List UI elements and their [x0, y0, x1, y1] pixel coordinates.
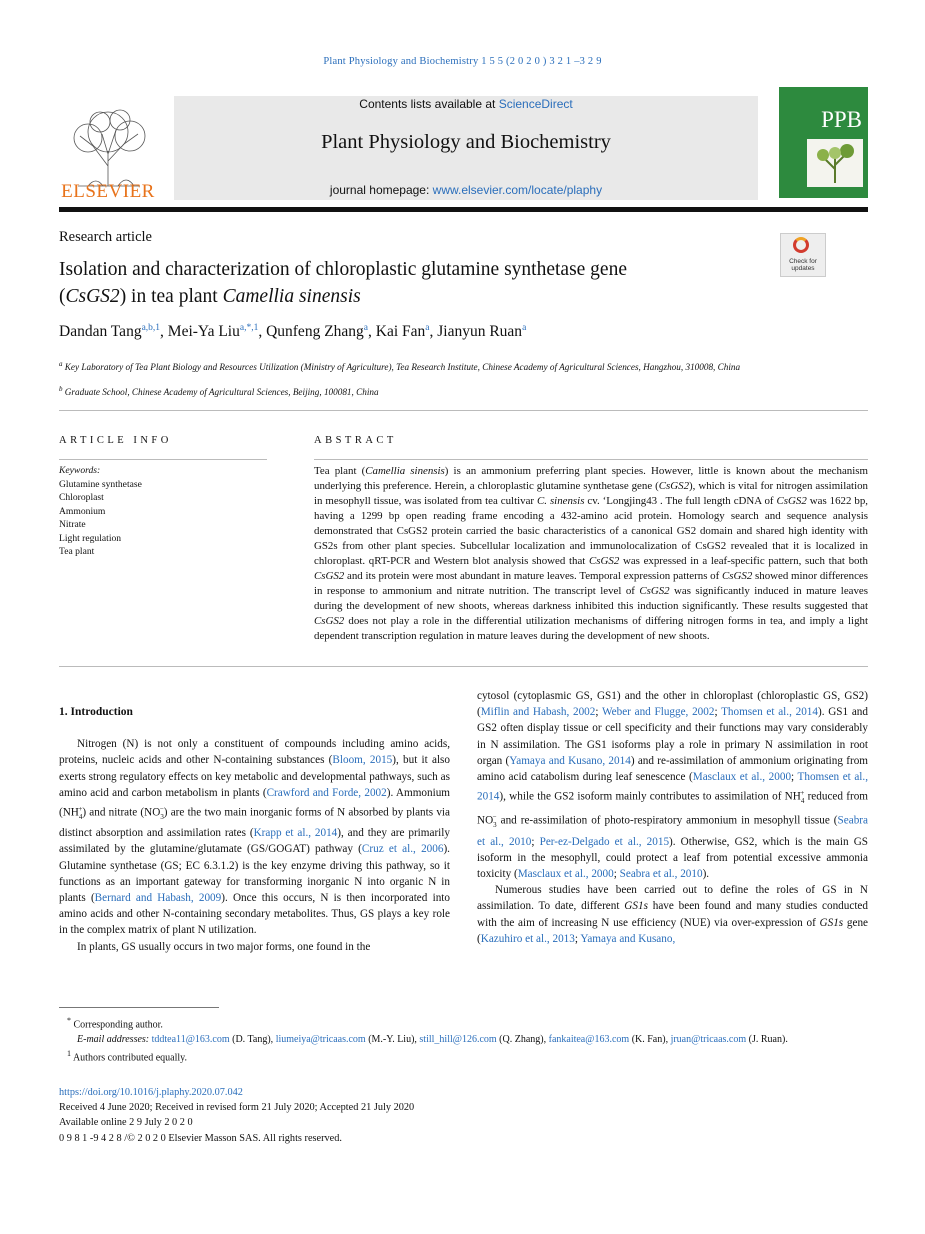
affiliation-b-text: Graduate School, Chinese Academy of Agricultural Sciences, Beijing, 100081, China	[64, 387, 379, 398]
email-link[interactable]: liumeiya@tricaas.com	[275, 1033, 366, 1045]
homepage-link[interactable]: www.elsevier.com/locate/plaphy	[432, 183, 603, 197]
author-affil-link[interactable]: a,*,1	[239, 322, 259, 333]
author-separator: ,	[368, 323, 376, 340]
email-addresses: E-mail addresses: tddtea11@163.com (D. Tang), liumeiya@tricaas.com (M.-Y. Liu), still_hill@126.com (Q. Zhang), fankaitea@163.com (K. Fan), jruan@tricaas.com (J. Ruan).	[77, 1033, 788, 1045]
keywords-label: Keywords:	[59, 465, 101, 476]
citation-link[interactable]: Kazuhiro et al., 2013	[480, 932, 575, 945]
body-right-column	[477, 688, 868, 947]
author-separator: ,	[160, 323, 168, 340]
citation-link[interactable]: Thomsen et al., 2014	[477, 771, 868, 803]
crossmark-text	[781, 258, 825, 272]
citation-link[interactable]: Seabra et al., 2010	[477, 815, 868, 848]
citation-link[interactable]: Masclaux et al., 2000	[692, 771, 792, 784]
title-part1: Isolation and characterization of chloroplastic glutamine synthetase gene	[59, 259, 627, 280]
intro-paragraph-3: Numerous studies have been carried out to define the roles of GS in N assimilation. To date, different GS1s have been found and many studies conducted with the aim of increasing N use efficiency (NUE) via over-expression of GS1s gene (Kazuhiro et al., 2013; Yamaya and Kusano,	[477, 884, 869, 945]
body-left-column	[59, 704, 450, 955]
keyword-item: Tea plant	[59, 546, 95, 558]
citation-link[interactable]: Thomsen et al., 2014	[721, 706, 818, 719]
equal-contribution-note: $^1$ Authors contributed equally.	[67, 1049, 188, 1064]
email-link[interactable]: still_hill@126.com	[419, 1033, 497, 1045]
intro-paragraph-1: Nitrogen (N) is not only a constituent of compounds including amino acids, proteins, nucleic acids and other N-containing substances (Bloom, 2015), but it also exerts strong regulatory effects on key metabolic and developmental pathways, such as amino acid and carbon metabolism in plants (Crawford and Forde, 2002). Ammonium $(NH_4^+)$ and nitrate $(NO_3^-)$ are the two main inorganic forms of N absorbed by plants via distinct absorption and assimilation rates (Krapp et al., 2014), and they are primarily assimilated by the glutamine/glutamate (GS/GOGAT) pathway (Cruz et al., 2006). Glutamine synthetase (GS; EC 6.3.1.2) is the key enzyme driving this pathway, so it functions as an important gateway for transforming inorganic N into organic N in plants (Bernard and Habash, 2009). Once this occurs, N is then incorporated into amino acids and other N-containing secondary metabolites. Thus, GS plays a key role in the complex matrix of plant N utilization.	[59, 738, 451, 937]
citation-link[interactable]: Yamaya and Kusano,	[580, 932, 676, 945]
divider	[314, 459, 868, 460]
journal-title: Plant Physiology and Biochemistry	[321, 131, 611, 153]
author-separator: ,	[258, 323, 267, 340]
article-title	[59, 256, 779, 310]
citation-link[interactable]: Crawford and Forde, 2002	[266, 786, 387, 799]
affiliation-b	[59, 385, 779, 397]
author-separator: ,	[429, 323, 438, 340]
citation-link[interactable]: Yamaya and Kusano, 2014	[509, 754, 631, 767]
author-affil-link[interactable]: a	[522, 322, 527, 333]
intro-paragraph-2-continued: cytosol (cytoplasmic GS, GS1) and the other in chloroplast (chloroplastic GS, GS2) (Miflin and Habash, 2002; Weber and Flugge, 2002; Thomsen et al., 2014). GS1 and GS2 often display tissue or cell specificity and their functions may vary considerably in N assimilation. The GS1 isoforms play a role in primary N assimilation in root organ (Yamaya and Kusano, 2014) and re-assimilation of ammonium originating from amino acid catabolism during leaf senescence (Masclaux et al., 2000; Thomsen et al., 2014), while the GS2 isoform mainly contributes to assimilation of $NH_4^+$ reduced from $NO_3^-$ and re-assimilation of photo-respiratory ammonium in mesophyll tissue (Seabra et al., 2010; Per-ez-Delgado et al., 2015). Otherwise, GS2, which is the main GS isoform in the mesophyll, could protect a leaf from potential excessive ammonia toxicity (Masclaux et al., 2000; Seabra et al., 2010).	[477, 690, 869, 880]
copyright-line: 0 9 8 1 -9 4 2 8 /© 2 0 2 0 Elsevier Masson SAS. All rights reserved.	[59, 1132, 342, 1144]
homepage-line	[174, 183, 758, 197]
citation-link[interactable]: Weber and Flugge, 2002	[601, 706, 715, 719]
section-heading-introduction: 1. Introduction	[59, 706, 133, 718]
citation-link[interactable]: Krapp et al., 2014	[253, 827, 338, 840]
keyword-item: Ammonium	[59, 505, 106, 517]
crossmark-line2: updates	[791, 265, 815, 272]
email-link[interactable]: tddtea11@163.com	[151, 1033, 230, 1045]
email-link[interactable]: fankaitea@163.com	[548, 1033, 630, 1045]
homepage-prefix: journal homepage:	[329, 183, 433, 197]
journal-cover-image[interactable]	[779, 87, 868, 198]
author-list	[59, 323, 859, 341]
author-name: Mei-Ya Liu	[167, 323, 240, 340]
article-info-heading: ARTICLE INFO	[59, 435, 172, 446]
divider	[59, 666, 868, 667]
masthead-rule	[59, 207, 868, 212]
keyword-item: Glutamine synthetase	[59, 479, 142, 490]
abstract-heading: ABSTRACT	[314, 435, 397, 446]
title-gene: CsGS2	[65, 286, 120, 307]
crossmark-icon	[793, 237, 809, 253]
keywords-list	[59, 478, 142, 558]
citation-link[interactable]: Miflin and Habash, 2002	[480, 706, 596, 719]
affiliation-a	[59, 358, 779, 374]
citation-link[interactable]: Bloom, 2015	[332, 754, 393, 767]
contents-prefix: Contents lists available at	[359, 97, 499, 111]
check-for-updates-badge[interactable]	[780, 233, 826, 277]
available-online: Available online 2 9 July 2 0 2 0	[59, 1117, 193, 1129]
title-part3: ) in tea plant	[119, 286, 223, 307]
citation-link[interactable]: Bernard and Habash, 2009	[94, 892, 222, 904]
keyword-item: Chloroplast	[59, 492, 104, 504]
cover-abbrev: PPB	[821, 107, 862, 132]
article-metadata	[59, 1085, 659, 1146]
running-header[interactable]: Plant Physiology and Biochemistry 1 5 5 (2 0 2 0 ) 3 2 1 –3 2 9	[323, 56, 602, 67]
affiliation-a-mark: a	[59, 360, 63, 368]
article-type: Research article	[59, 229, 152, 245]
crossmark-line1: Check for	[789, 258, 817, 265]
citation-link[interactable]: Masclaux et al., 2000	[517, 867, 614, 880]
title-part2: (	[59, 286, 66, 307]
email-link[interactable]: jruan@tricaas.com	[670, 1033, 747, 1045]
sciencedirect-link[interactable]: ScienceDirect	[498, 97, 573, 111]
corresponding-author-note: * Corresponding author.	[67, 1016, 163, 1031]
keyword-item: Light regulation	[59, 532, 122, 544]
divider	[59, 459, 267, 460]
title-species: Camellia sinensis	[222, 286, 361, 307]
contents-line	[174, 97, 758, 111]
plant-illustration-icon	[807, 139, 863, 187]
author-affil-link[interactable]: a	[363, 322, 369, 333]
citation-link[interactable]: Cruz et al., 2006	[361, 843, 444, 856]
author-name: Qunfeng Zhang	[266, 323, 364, 340]
author-affil-link[interactable]: a,b,1	[141, 322, 161, 333]
affiliation-a-text: Key Laboratory of Tea Plant Biology and Resources Utilization (Ministry of Agriculture), Tea Research Institute, Chinese Academy of Agricultural Sciences, Hangzhou, 310008, China	[64, 362, 741, 373]
intro-paragraph-2-start: In plants, GS usually occurs in two major forms, one found in the	[77, 940, 371, 953]
citation-link[interactable]: Per-ez-Delgado et al., 2015	[539, 835, 670, 848]
abstract-text: Tea plant (Camellia sinensis) is an ammonium preferring plant species. However, little is known about the mechanism underlying this preference. Herein, a chloroplastic glutamine synthetase gene (CsGS2), which is vital for nitrogen assimilation in mesophyll tissue, was isolated from tea cultivar C. sinensis cv. ‘Longjing43 . The full length cDNA of CsGS2 was 1622 bp, having a 1299 bp open reading frame encoding a 432-amino acid protein. Homology search and sequence analysis demonstrated that CsGS2 protein carried the basic characteristics of a canonical GS2 domain and shared high identity with GS2s from other plant species. Subcellular localization and immunolocalization of CsGS2 revealed that it is localized in chloroplast. qRT-PCR and Western blot analysis showed that CsGS2 was expressed in a leaf-specific pattern, such that both CsGS2 and its protein were most abundant in mature leaves. Temporal expression patterns of CsGS2 showed minor differences in response to ammonium and nitrate nutrition. The transcript level of CsGS2 was significantly induced in mature leaves during the development of new shoots, whereas darkness inhibited this induction significantly. These results suggested that CsGS2 does not play a role in the differential utilization mechanisms of differing nitrogen forms in tea, and imply a light dependent transcription regulation in mature leaves during the development of new shoots.	[314, 465, 869, 642]
received-dates: Received 4 June 2020; Received in revised form 21 July 2020; Accepted 21 July 2020	[59, 1102, 415, 1114]
affiliation-b-mark: b	[59, 385, 63, 393]
author-name: Jianyun Ruan	[437, 323, 523, 340]
elsevier-wordmark: ELSEVIER	[61, 181, 155, 202]
doi-link[interactable]: https://doi.org/10.1016/j.plaphy.2020.07.042	[59, 1087, 243, 1098]
divider	[59, 410, 868, 411]
cover-illustration	[807, 139, 863, 187]
keyword-item: Nitrate	[59, 519, 86, 531]
author-name: Kai Fan	[375, 323, 426, 340]
footnotes	[59, 1014, 868, 1066]
author-name: Dandan Tang	[59, 323, 142, 340]
citation-link[interactable]: Seabra et al., 2010	[619, 867, 703, 880]
author-affil-link[interactable]: a	[425, 322, 430, 333]
footnote-rule	[59, 1007, 219, 1008]
